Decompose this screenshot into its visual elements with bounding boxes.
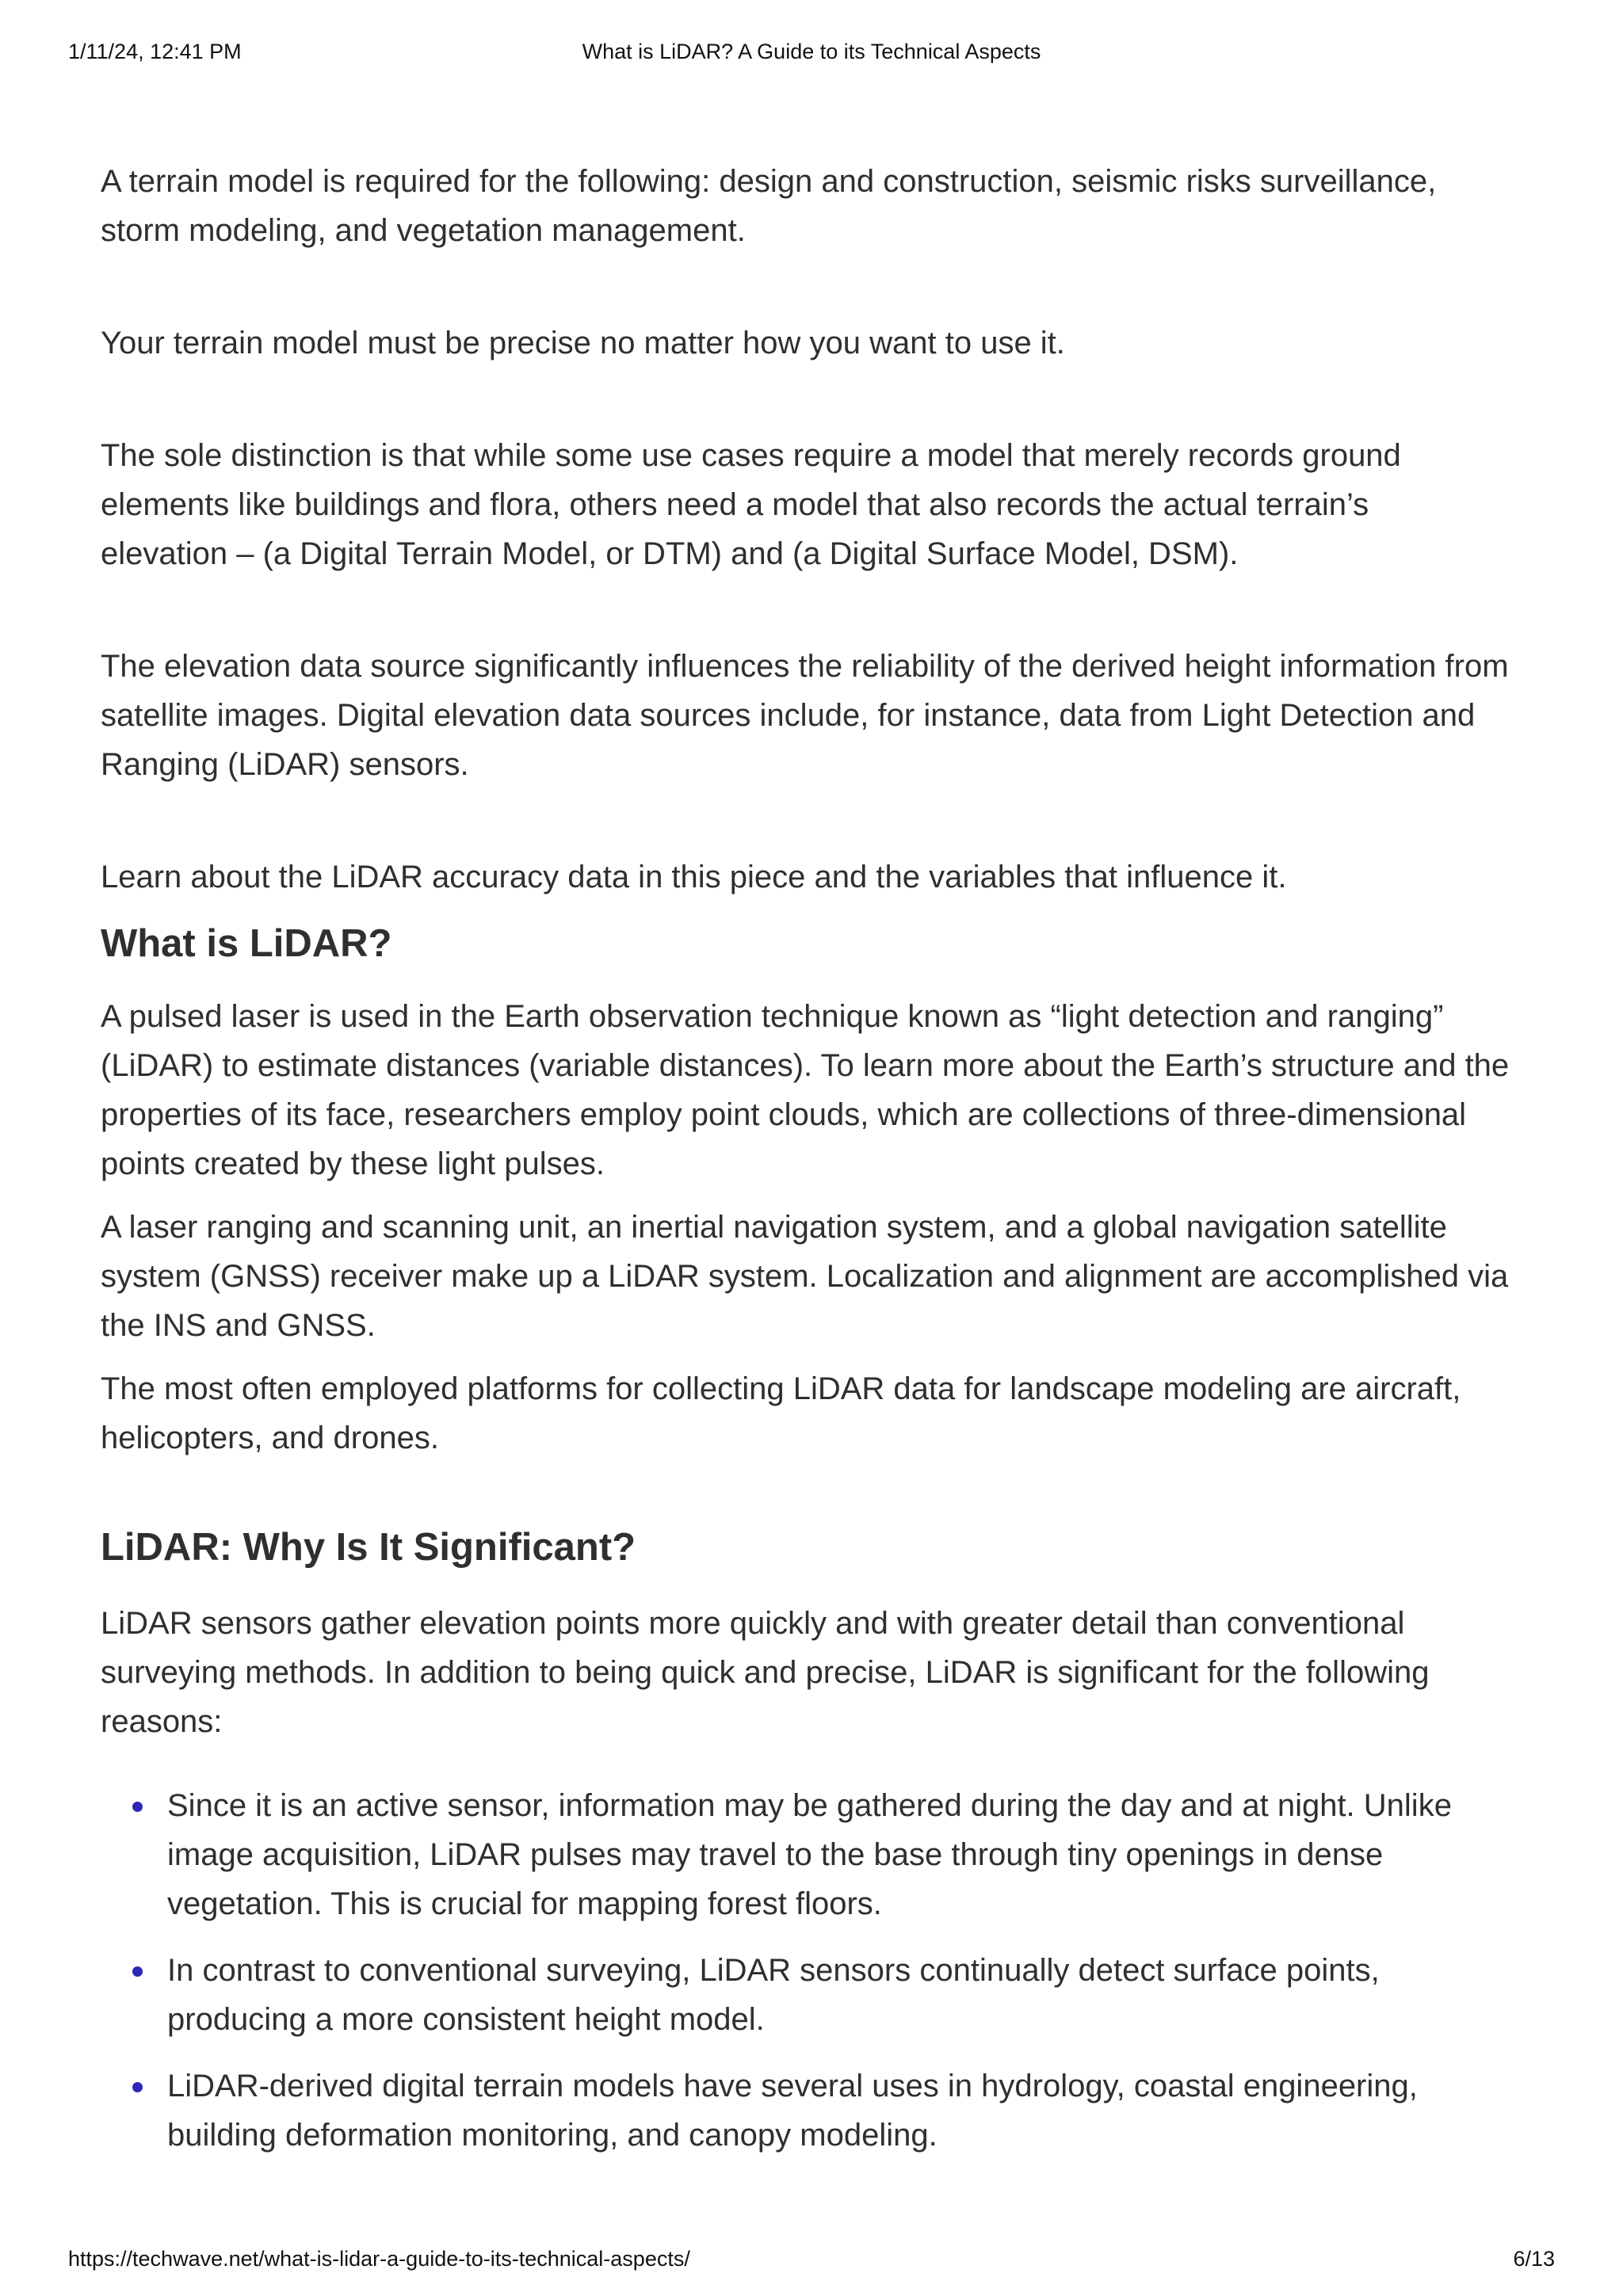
intro-paragraph: A terrain model is required for the following: design and construction, seismic risks surveillance, storm modeling, and vegetation management. bbox=[101, 164, 1437, 248]
intro-paragraph: The sole distinction is that while some use cases require a model that merely records ground elements like buildings and flora, others need a model that also records the actual terrain’s elevation – (a Digital Terrain Model, or DTM) and (a Digital Surface Model, DSM). bbox=[101, 438, 1401, 571]
intro-paragraph: The elevation data source significantly influences the reliability of the derived height information from satellite images. Digital elevation data sources include, for instance, data from Light Detection and Ranging (LiDAR) sensors. bbox=[101, 649, 1509, 782]
section-heading-why-significant: LiDAR: Why Is It Significant? bbox=[101, 1526, 636, 1569]
bullet-icon bbox=[132, 1802, 143, 1812]
list-item bbox=[101, 1781, 1527, 1928]
page-number: 6/13 bbox=[1513, 2247, 1555, 2271]
section-paragraph: A pulsed laser is used in the Earth observation technique known as “light detection and ranging” (LiDAR) to estimate distances (variable distances). To learn more about the Earth’s structure and the properties of its face, researchers employ point clouds, which are collections of three-dimensional points created by these light pulses. bbox=[101, 999, 1510, 1181]
list-item-text: LiDAR-derived digital terrain models have several uses in hydrology, coastal engineering, building deformation monitoring, and canopy modeling. bbox=[167, 2069, 1418, 2153]
intro-paragraph: Learn about the LiDAR accuracy data in this piece and the variables that influence it. bbox=[101, 860, 1287, 894]
print-page-title: What is LiDAR? A Guide to its Technical Aspects bbox=[582, 40, 1041, 63]
intro-paragraph: Your terrain model must be precise no matter how you want to use it. bbox=[101, 326, 1065, 360]
list-item bbox=[101, 1946, 1527, 2044]
page-url: https://techwave.net/what-is-lidar-a-guide-to-its-technical-aspects/ bbox=[68, 2247, 690, 2271]
section-paragraph: The most often employed platforms for collecting LiDAR data for landscape modeling are aircraft, helicopters, and drones. bbox=[101, 1371, 1461, 1455]
section-paragraph: A laser ranging and scanning unit, an inertial navigation system, and a global navigation satellite system (GNSS) receiver make up a LiDAR system. Localization and alignment are accomplished via the INS and GNSS. bbox=[101, 1210, 1509, 1343]
reasons-list bbox=[101, 1781, 1527, 2160]
print-footer bbox=[68, 2247, 1555, 2274]
list-item bbox=[101, 2061, 1527, 2160]
article-content bbox=[101, 157, 1527, 2177]
bullet-icon bbox=[132, 1966, 143, 1977]
print-datetime: 1/11/24, 12:41 PM bbox=[68, 40, 242, 63]
section-paragraph: LiDAR sensors gather elevation points more quickly and with greater detail than conventional surveying methods. In addition to being quick and precise, LiDAR is significant for the following reasons: bbox=[101, 1606, 1430, 1739]
list-item-text: In contrast to conventional surveying, LiDAR sensors continually detect surface points, producing a more consistent height model. bbox=[167, 1953, 1380, 2037]
print-header bbox=[68, 40, 1555, 67]
bullet-icon bbox=[132, 2082, 143, 2092]
section-heading-what-is-lidar: What is LiDAR? bbox=[101, 922, 392, 965]
list-item-text: Since it is an active sensor, information may be gathered during the day and at night. Unlike image acquisition, LiDAR pulses may travel to the base through tiny openings in dense vegetation. This is crucial for mapping forest floors. bbox=[167, 1788, 1452, 1921]
